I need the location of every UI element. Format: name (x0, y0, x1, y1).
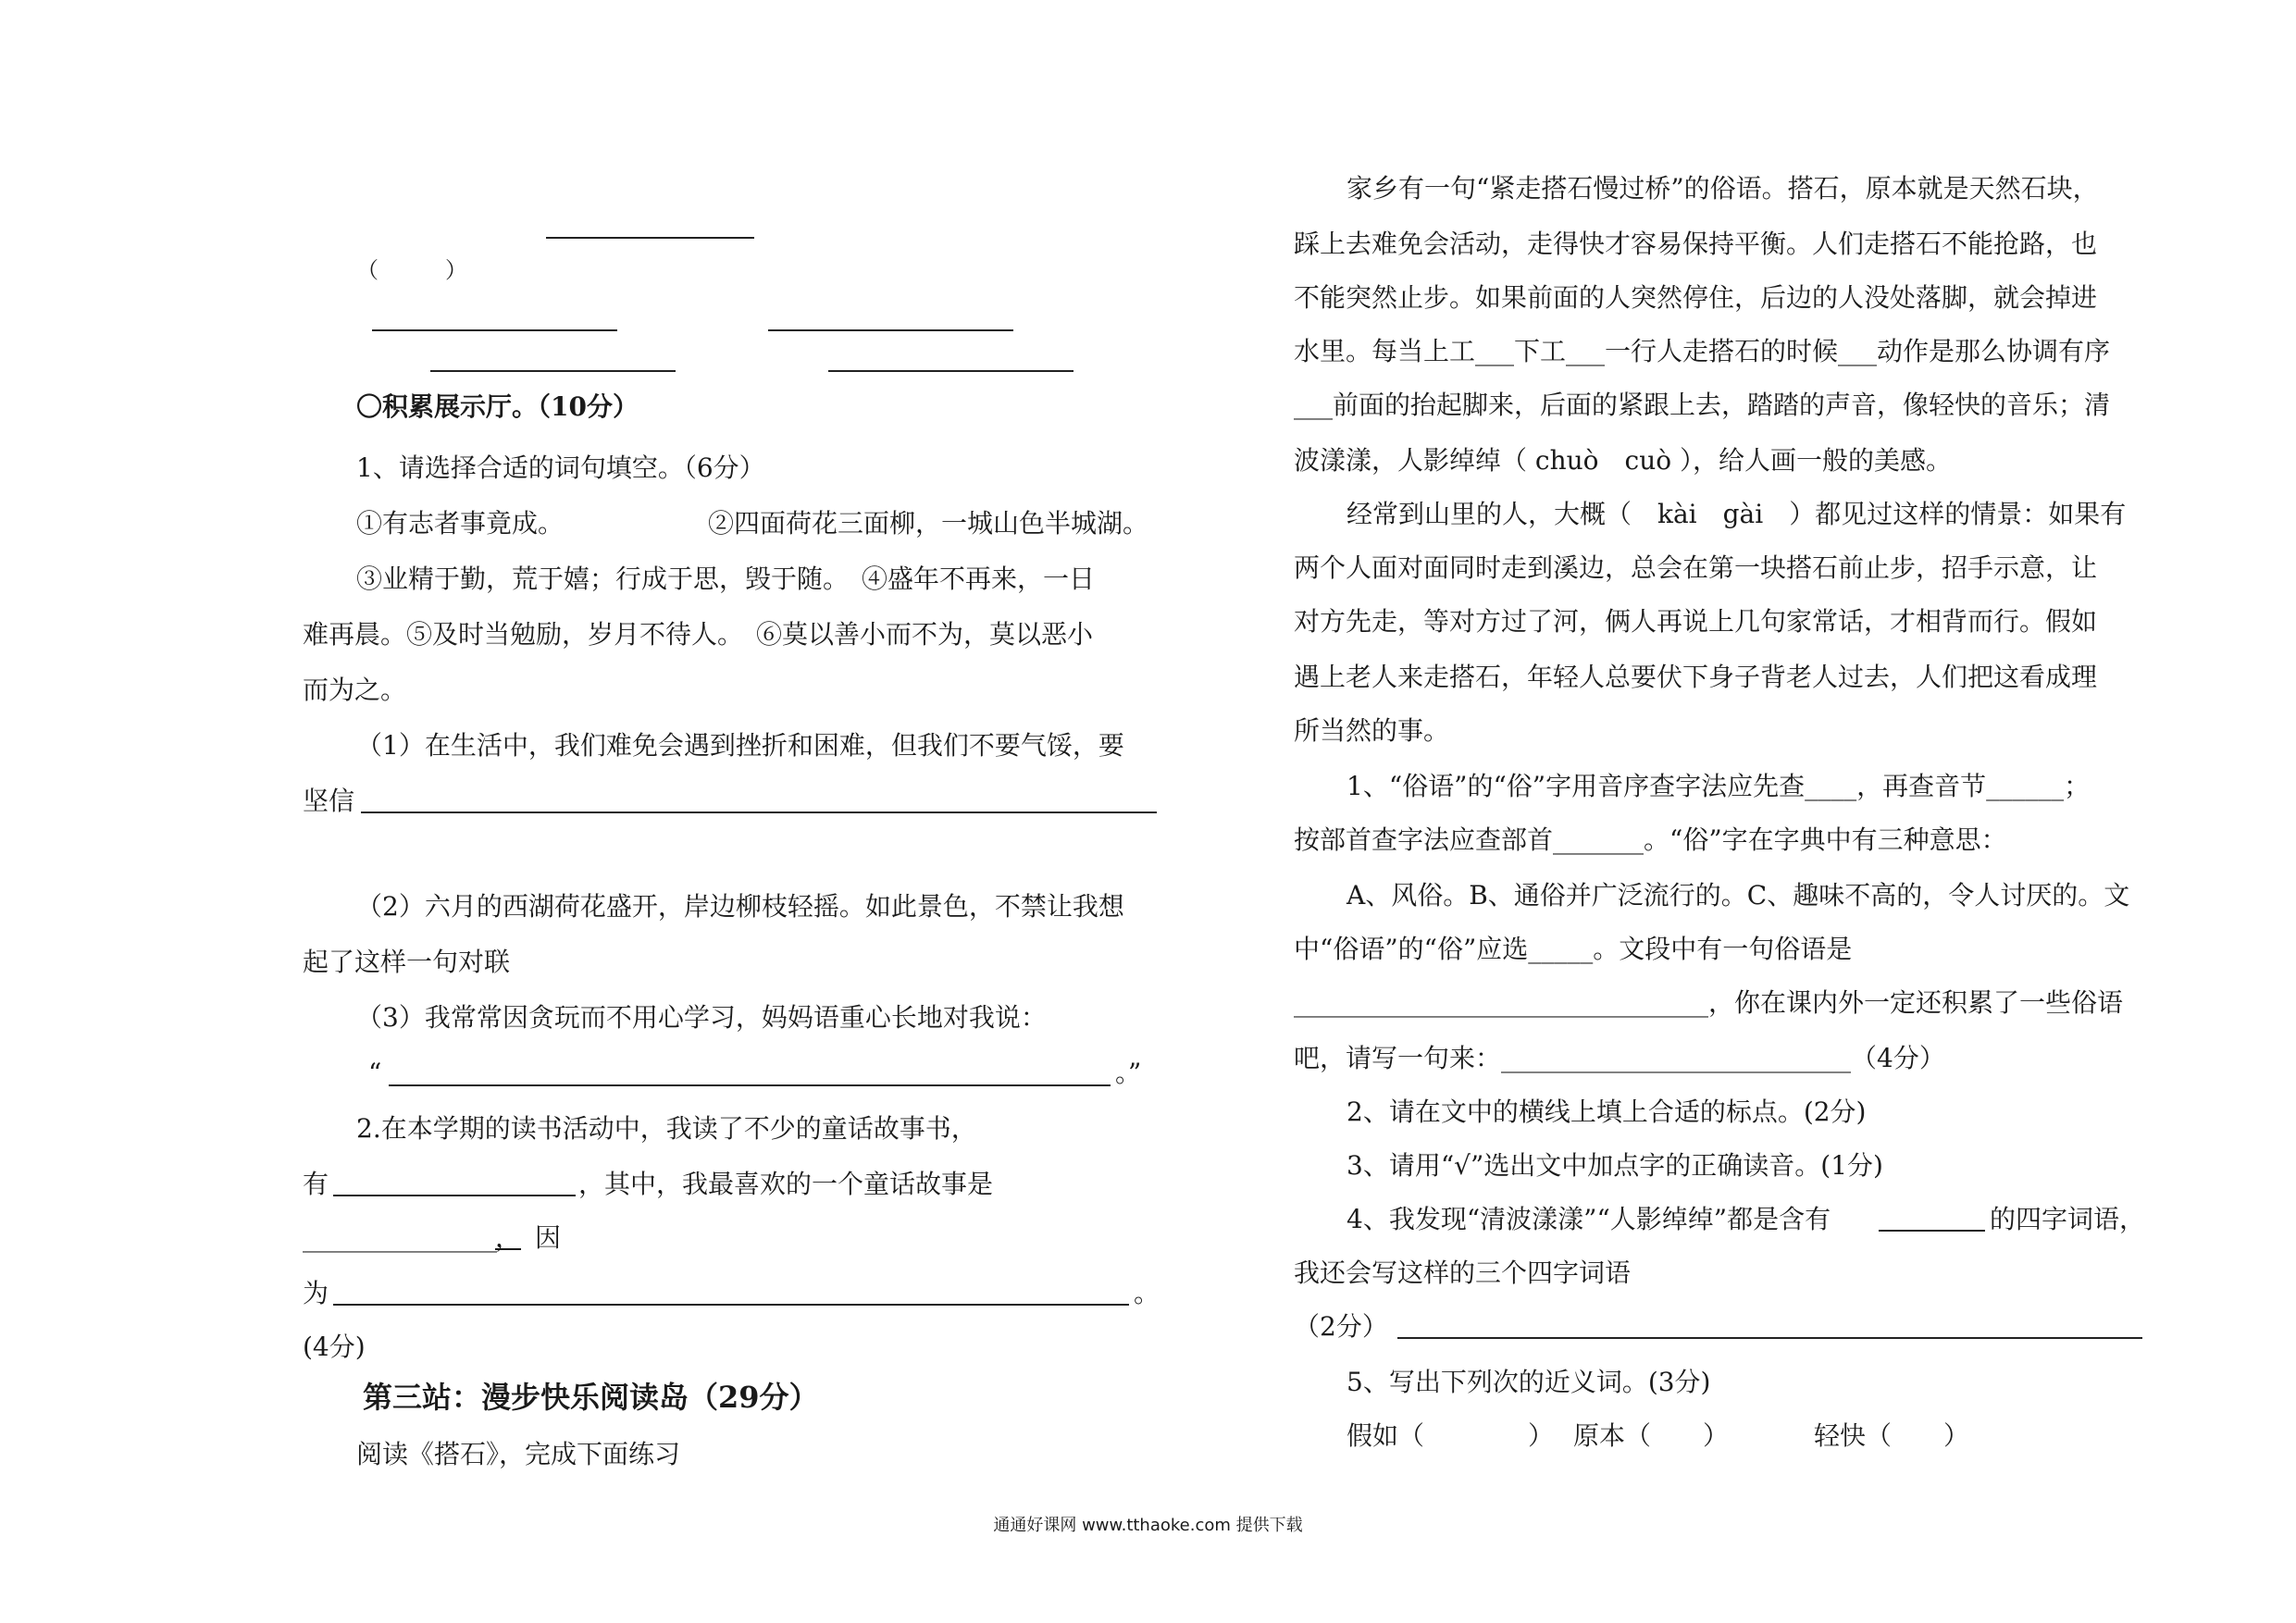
q2-prefix: 有 (303, 1169, 329, 1199)
rq5: 5、写出下列次的近义词。(3分) (1347, 1367, 1711, 1397)
rq3: 3、请用“√”选出文中加点字的正确读音。(1分) (1347, 1150, 1883, 1181)
passage-p1-line6: 波漾漾，人影绰绰（ chuò cuò ），给人画一般的美感。 (1294, 445, 1952, 476)
passage-p1-line4: 水里。每当上工___下工___一行人走搭石的时候___动作是那么协调有序 (1294, 336, 2111, 366)
rq4-answer-line[interactable] (1879, 1230, 1985, 1232)
q1-option-1: ①有志者事竟成。 (356, 508, 565, 539)
sub3-answer-line[interactable] (389, 1084, 1111, 1086)
q2-text: 2.在本学期的读书活动中，我读了不少的童话故事书， (356, 1113, 977, 1144)
q2-yin: 因 (535, 1222, 562, 1253)
paren-blank: （ ） (356, 257, 467, 283)
passage-p2-line3: 对方先走，等对方过了河，俩人再说上几句家常话，才相背而行。假如 (1294, 606, 2098, 637)
footer-credit: 通通好课网 www.tthaoke.com 提供下载 (993, 1516, 1303, 1535)
rq4-score: （2分） (1294, 1311, 1388, 1342)
q2-answer-line-3[interactable] (333, 1304, 1129, 1306)
quote-close: 。” (1115, 1058, 1142, 1088)
q2-suffix: ，其中，我最喜欢的一个童话故事是 (578, 1169, 994, 1199)
q1-options-line3: 难再晨。⑤及时当勉励，岁月不待人。 ⑥莫以善小而不为，莫以恶小 (303, 619, 1094, 650)
quote-open: “ (368, 1058, 382, 1088)
q2-end: 。 (1134, 1278, 1160, 1308)
rq1-line1: 1、“俗语”的“俗”字用音序查字法应先查____，再查音节______； (1347, 771, 2091, 801)
rq1-line4: 中“俗语”的“俗”应选_____。文段中有一句俗语是 (1294, 934, 1853, 964)
q1-title: 1、请选择合适的词句填空。（6分） (356, 452, 765, 483)
section-title: 〇积累展示厅。（10分） (356, 391, 639, 422)
rq4-prefix: 4、我发现“清波漾漾”“人影绰绰”都是含有 (1347, 1204, 1831, 1234)
rq1-line3: A、风俗。B、通俗并广泛流行的。C、趣味不高的，令人讨厌的。文 (1347, 880, 2130, 911)
rq1-line2: 按部首查字法应查部首_______。“俗”字在字典中有三种意思： (1294, 824, 2007, 855)
rq2: 2、请在文中的横线上填上合适的标点。(2分) (1347, 1096, 1867, 1127)
blank-line-d (828, 370, 1074, 372)
sub1-text: （1）在生活中，我们难免会遇到挫折和困难，但我们不要气馁，要 (356, 730, 1124, 761)
station3-title: 第三站：漫步快乐阅读岛（29分） (363, 1380, 819, 1415)
passage-p2-line2: 两个人面对面同时走到溪边，总会在第一块搭石前止步，招手示意，让 (1294, 552, 2098, 583)
rq4-answer-line-2[interactable] (1397, 1337, 2142, 1339)
q2-wei: 为 (303, 1278, 329, 1308)
reading-intro: 阅读《搭石》，完成下面练习 (356, 1439, 681, 1469)
rq5-item-2: 原本（ ） (1573, 1420, 1730, 1451)
passage-p1-line5: ___前面的抬起脚来，后面的紧跟上去，踏踏的声音，像轻快的音乐；清 (1294, 390, 2111, 420)
rq4-suffix: 的四字词语， (1990, 1204, 2146, 1234)
blank-line-c (430, 370, 676, 372)
sub1-answer-line[interactable] (361, 812, 1157, 813)
blank-line-a (372, 329, 617, 331)
rq5-item-3: 轻快（ ） (1814, 1420, 1970, 1451)
rq1-line5[interactable]: ________________________________，你在课内外一定还积累了一些俗语 (1294, 987, 2124, 1018)
rq4-line2: 我还会写这样的三个四字词语 (1294, 1258, 1632, 1288)
q1-option-2: ②四面荷花三面柳，一城山色半城湖。 (708, 508, 1149, 539)
q2-blank-2[interactable]: _______________ (303, 1222, 497, 1253)
rq1-line6: 吧，请写一句来：___________________________（4分） (1294, 1043, 1945, 1073)
passage-p1-line2: 踩上去难免会活动，走得快才容易保持平衡。人们走搭石不能抢路，也 (1294, 229, 2098, 259)
q2-comma: ， (495, 1222, 522, 1253)
passage-p2-line1: 经常到山里的人，大概（ kài gài ）都见过这样的情景：如果有 (1347, 499, 2127, 529)
q1-options-line4: 而为之。 (303, 675, 407, 705)
rq5-item-1: 假如（ ） (1347, 1420, 1555, 1451)
blank-top-line (546, 237, 754, 239)
sub1-text-2: 坚信 (303, 786, 355, 816)
passage-p2-line5: 所当然的事。 (1294, 715, 1450, 746)
sub3-text: （3）我常常因贪玩而不用心学习，妈妈语重心长地对我说： (356, 1002, 1047, 1033)
passage-p2-line4: 遇上老人来走搭石，年轻人总要伏下身子背老人过去，人们把这看成理 (1294, 662, 2098, 692)
sub2-text: （2）六月的西湖荷花盛开，岸边柳枝轻摇。如此景色，不禁让我想 (356, 891, 1124, 922)
sub2-text-2: 起了这样一句对联 (303, 947, 511, 977)
passage-p1-line3: 不能突然止步。如果前面的人突然停住，后边的人没处落脚，就会掉进 (1294, 282, 2098, 313)
blank-line-b (768, 329, 1013, 331)
q2-score: (4分) (303, 1332, 366, 1362)
q2-answer-line-1[interactable] (333, 1195, 576, 1196)
passage-p1-line1: 家乡有一句“紧走搭石慢过桥”的俗语。搭石，原本就是天然石块， (1347, 173, 2099, 204)
q1-options-line2: ③业精于勤，荒于嬉；行成于思，毁于随。 ④盛年不再来，一日 (356, 564, 1096, 594)
